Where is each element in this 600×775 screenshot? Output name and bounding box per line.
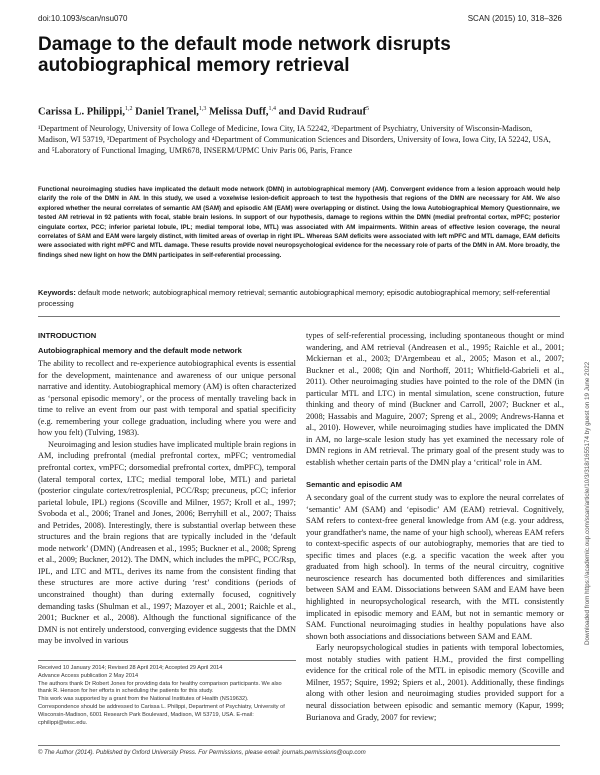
copyright-footer: © The Author (2014). Published by Oxford University Press. For Permissions, please email: journals.permissions@oup.com [38, 750, 366, 756]
author-name: Daniel Tranel, [135, 106, 199, 118]
abstract: Functional neuroimaging studies have implicated the default mode network (DMN) in autobiographical memory (AM). Convergent evidence from a lesion approach would help clarify the role of the DMN in AM. In this study, we used a voxelwise lesion-deficit approach to test the hypothesis that regions of the DMN are necessary for AM. We also explored whether the neural correlates of semantic AM (SAM) and episodic AM (EAM) were overlapping or distinct. Using the Iowa Autobiographical Memory Questionnaire, we tested AM retrieval in 92 patients with focal, stable brain lesions. In support of our hypothesis, damage to regions within the DMN (medial prefrontal cortex, mPFC; posterior cingulate cortex, PCC; inferior parietal lobule, IPL; medial temporal lobe, MTL) was associated with AM impairments. Within areas of effective lesion coverage, the neural correlates of SAM and EAM were largely distinct, with limited areas of overlap in right IPL. Whereas SAM deficits were associated with left mPFC and MTL damage, EAM deficits were associated with right mPFC and MTL damage. These results provide novel neuropsychological evidence for the necessary role of parts of the DMN in AM. More broadly, the findings shed new light on how the DMN participates in self-referential processing. [38, 186, 560, 259]
keywords [38, 288, 560, 309]
acknowledgements: The authors thank Dr Robert Jones for providing data for healthy comparison participants. We also thank R. Henson for her efforts in scheduling the patients for this study. [38, 680, 282, 695]
paragraph: Neuroimaging and lesion studies have implicated multiple brain regions in AM, including prefrontal (medial prefrontal cortex, mPFC; ventromedial prefrontal cortex, vmPFC; dorsomedial prefrontal cortex, dmPFC), temporal (lateral temporal cortex, LTC; medial temporal lobe, MTL) and parietal (posterior cingulate cortex/retrosplenial, PCC/Rsp; precuneus, pCC; inferior parietal lobule, IPL) regions (Scoville and Milner, 1957; Kroll et al., 1997; Svoboda et al., 2006; Tranel and Jones, 2006; Berryhill et al., 2007; Thaiss and Petrides, 2008). Interestingly, there is substantial overlap between these structures and the brain regions that are typically included in the ‘default mode network’ (DMN) (Andreasen et al., 1995; Buckner et al., 2008; Spreng et al., 2009; Buckner, 2012). The DMN, which includes the mPFC, PCC/Rsp, IPL, and LTC and MTL, derives its name from the consistent finding that these structures are more active during ‘rest’ conditions (periods of unconstrained thought) than during externally focused, cognitively demanding tasks (Shulman et al., 1997; Mazoyer et al., 2001; Raichle et al., 2001; Buckner et al., 2008). Although the functional significance of the DMN is not entirely understood, converging evidence suggests that the DMN may be involved in various [38, 439, 296, 646]
paragraph: A secondary goal of the current study was to explore the neural correlates of ‘semantic’ AM (SAM) and ‘episodic’ AM (EAM) retrieval. Cognitively, SAM refers to context-free general knowledge from AM (e.g. your address, your grandfather's name, the name of your high school), whereas EAM refers to context-specific aspects of our autobiography, memories that are tied to specific times and places (e.g. a specific vacation the week after you graduated from high school). In terms of the neural circuitry, cognitive neuroscience research has documented both differences and similarities between SAM and EAM. Dissociations between SAM and EAM have been highlighted in neuropsychological research, with the MTL consistently implicated in episodic memory and EAM, but not in semantic memory or SAM. Functional neuroimaging studies in healthy populations have also shown both associations and dissociations between SAM and EAM. [306, 493, 564, 641]
paragraph: Early neuropsychological studies in patients with temporal lobectomies, most notably studies with patient H.M., provided the first compelling evidence for the critical role of the MTL in episodic memory (Scoville and Milner, 1957; Squire, 1992; Spiers et al., 2001). Additionally, these findings along with other lesion and neuroimaging studies provided support for a neural dissociation between episodic and semantic memory (Kapur, 1999; Burianova and Grady, 2007 for review; [306, 643, 564, 722]
keywords-text: default mode network; autobiographical memory retrieval; semantic autobiographical memory; episodic autobiographical memory; self-referential processing [38, 288, 550, 308]
author-list [38, 106, 369, 118]
subsection-heading: Autobiographical memory and the default mode network [38, 345, 242, 355]
author-affil-marker: 1,2 [124, 106, 133, 112]
received-dates: Received 10 January 2014; Revised 28 April 2014; Accepted 29 April 2014 [38, 665, 223, 671]
advance-access: Advance Access publication 2 May 2014 [38, 672, 139, 679]
download-watermark-text: Downloaded from https://academic.oup.com/scan/article/10/3/318/1655174 by guest on 19 June 2022 [584, 361, 591, 645]
paragraph: The ability to recollect and re-experience autobiographical events is essential for the development, maintenance and awareness of our unique personal narrative and identity. Autobiographical memory (AM) is often characterized as ‘personal episodic memory’, or the process of mentally traveling back in time to relive an event from our past with temporal and spatial specificity (e.g. remembering your college graduation, including where you were and how you felt) (Tulving, 1983). [38, 359, 296, 438]
funding: This work was supported by a grant from the National Institutes of Health (NS19632). [38, 696, 249, 703]
article-title [38, 34, 508, 76]
author-name: Carissa L. Philippi, [38, 106, 125, 118]
subsection-heading: Semantic and episodic AM [306, 479, 402, 489]
doi-header: doi:10.1093/scan/nsu070 [38, 14, 128, 23]
correspondence: Correspondence should be addressed to Carissa L. Philippi, Department of Psychiatry, University of Wisconsin-Madison, 6001 Research Park Boulevard, Madison, WI 53719, USA. E-mail: cphilippi@wisc.edu. [38, 703, 285, 726]
author-name: and David Rudrauf [278, 106, 367, 118]
download-watermark [582, 175, 592, 645]
download-watermark-svg [582, 175, 592, 645]
title-line-1: Damage to the default mode network disrupts [38, 34, 451, 55]
section-heading: INTRODUCTION [38, 331, 97, 340]
section-divider [38, 316, 560, 317]
footer-divider [38, 745, 560, 746]
affiliations: ¹Department of Neurology, University of Iowa College of Medicine, Iowa City, IA 52242, ²Department of Psychiatry, University of Wisconsin-Madison, Madison, WI 53719, ³Department of Psychology and ⁴Department of Communication Sciences and Disorders, University of Iowa, Iowa City, IA 52242, USA, and ⁵Laboratory of Functional Imaging, UMR678, INSERM/UPMC Univ Paris 06, Paris, France [38, 124, 551, 155]
article-notes [38, 665, 296, 727]
author-affil-marker: 5 [366, 106, 370, 112]
journal-header: SCAN (2015) 10, 318–326 [467, 14, 562, 23]
author-affil-marker: 1,4 [268, 106, 276, 112]
title-line-2: autobiographical memory retrieval [38, 55, 350, 76]
notes-divider [38, 660, 296, 661]
author-affil-marker: 1,3 [198, 106, 207, 112]
keywords-label: Keywords: [38, 288, 76, 297]
left-column [38, 330, 296, 647]
right-column [306, 330, 564, 723]
paragraph: types of self-referential processing, including spontaneous thought or mind wandering, and AM retrieval (Andreasen et al., 1995; Raichle et al., 2001; Mckiernan et al., 2003; D'Argembeau et al., 2005; Mason et al., 2007; Buckner et al., 2008; Qin and Northoff, 2011; Whitfield-Gabrieli et al., 2011). Other neuroimaging studies have pointed to the role of the DMN (in particular MTL and LTC) in mental simulation, scene construction, future thinking and theory of mind (Buckner and Carroll, 2007; Buckner et al., 2008; Hassabis and Maguire, 2007; Spreng et al., 2009; Andrews-Hanna et al., 2010). However, while neuroimaging studies have implicated the DMN in AM, no large-scale lesion study has yet examined the necessary role of DMN regions in AM retrieval. The primary goal of the present study was to establish whether certain parts of the DMN play a ‘critical’ role in AM. [306, 331, 564, 468]
author-name: Melissa Duff, [208, 106, 269, 118]
